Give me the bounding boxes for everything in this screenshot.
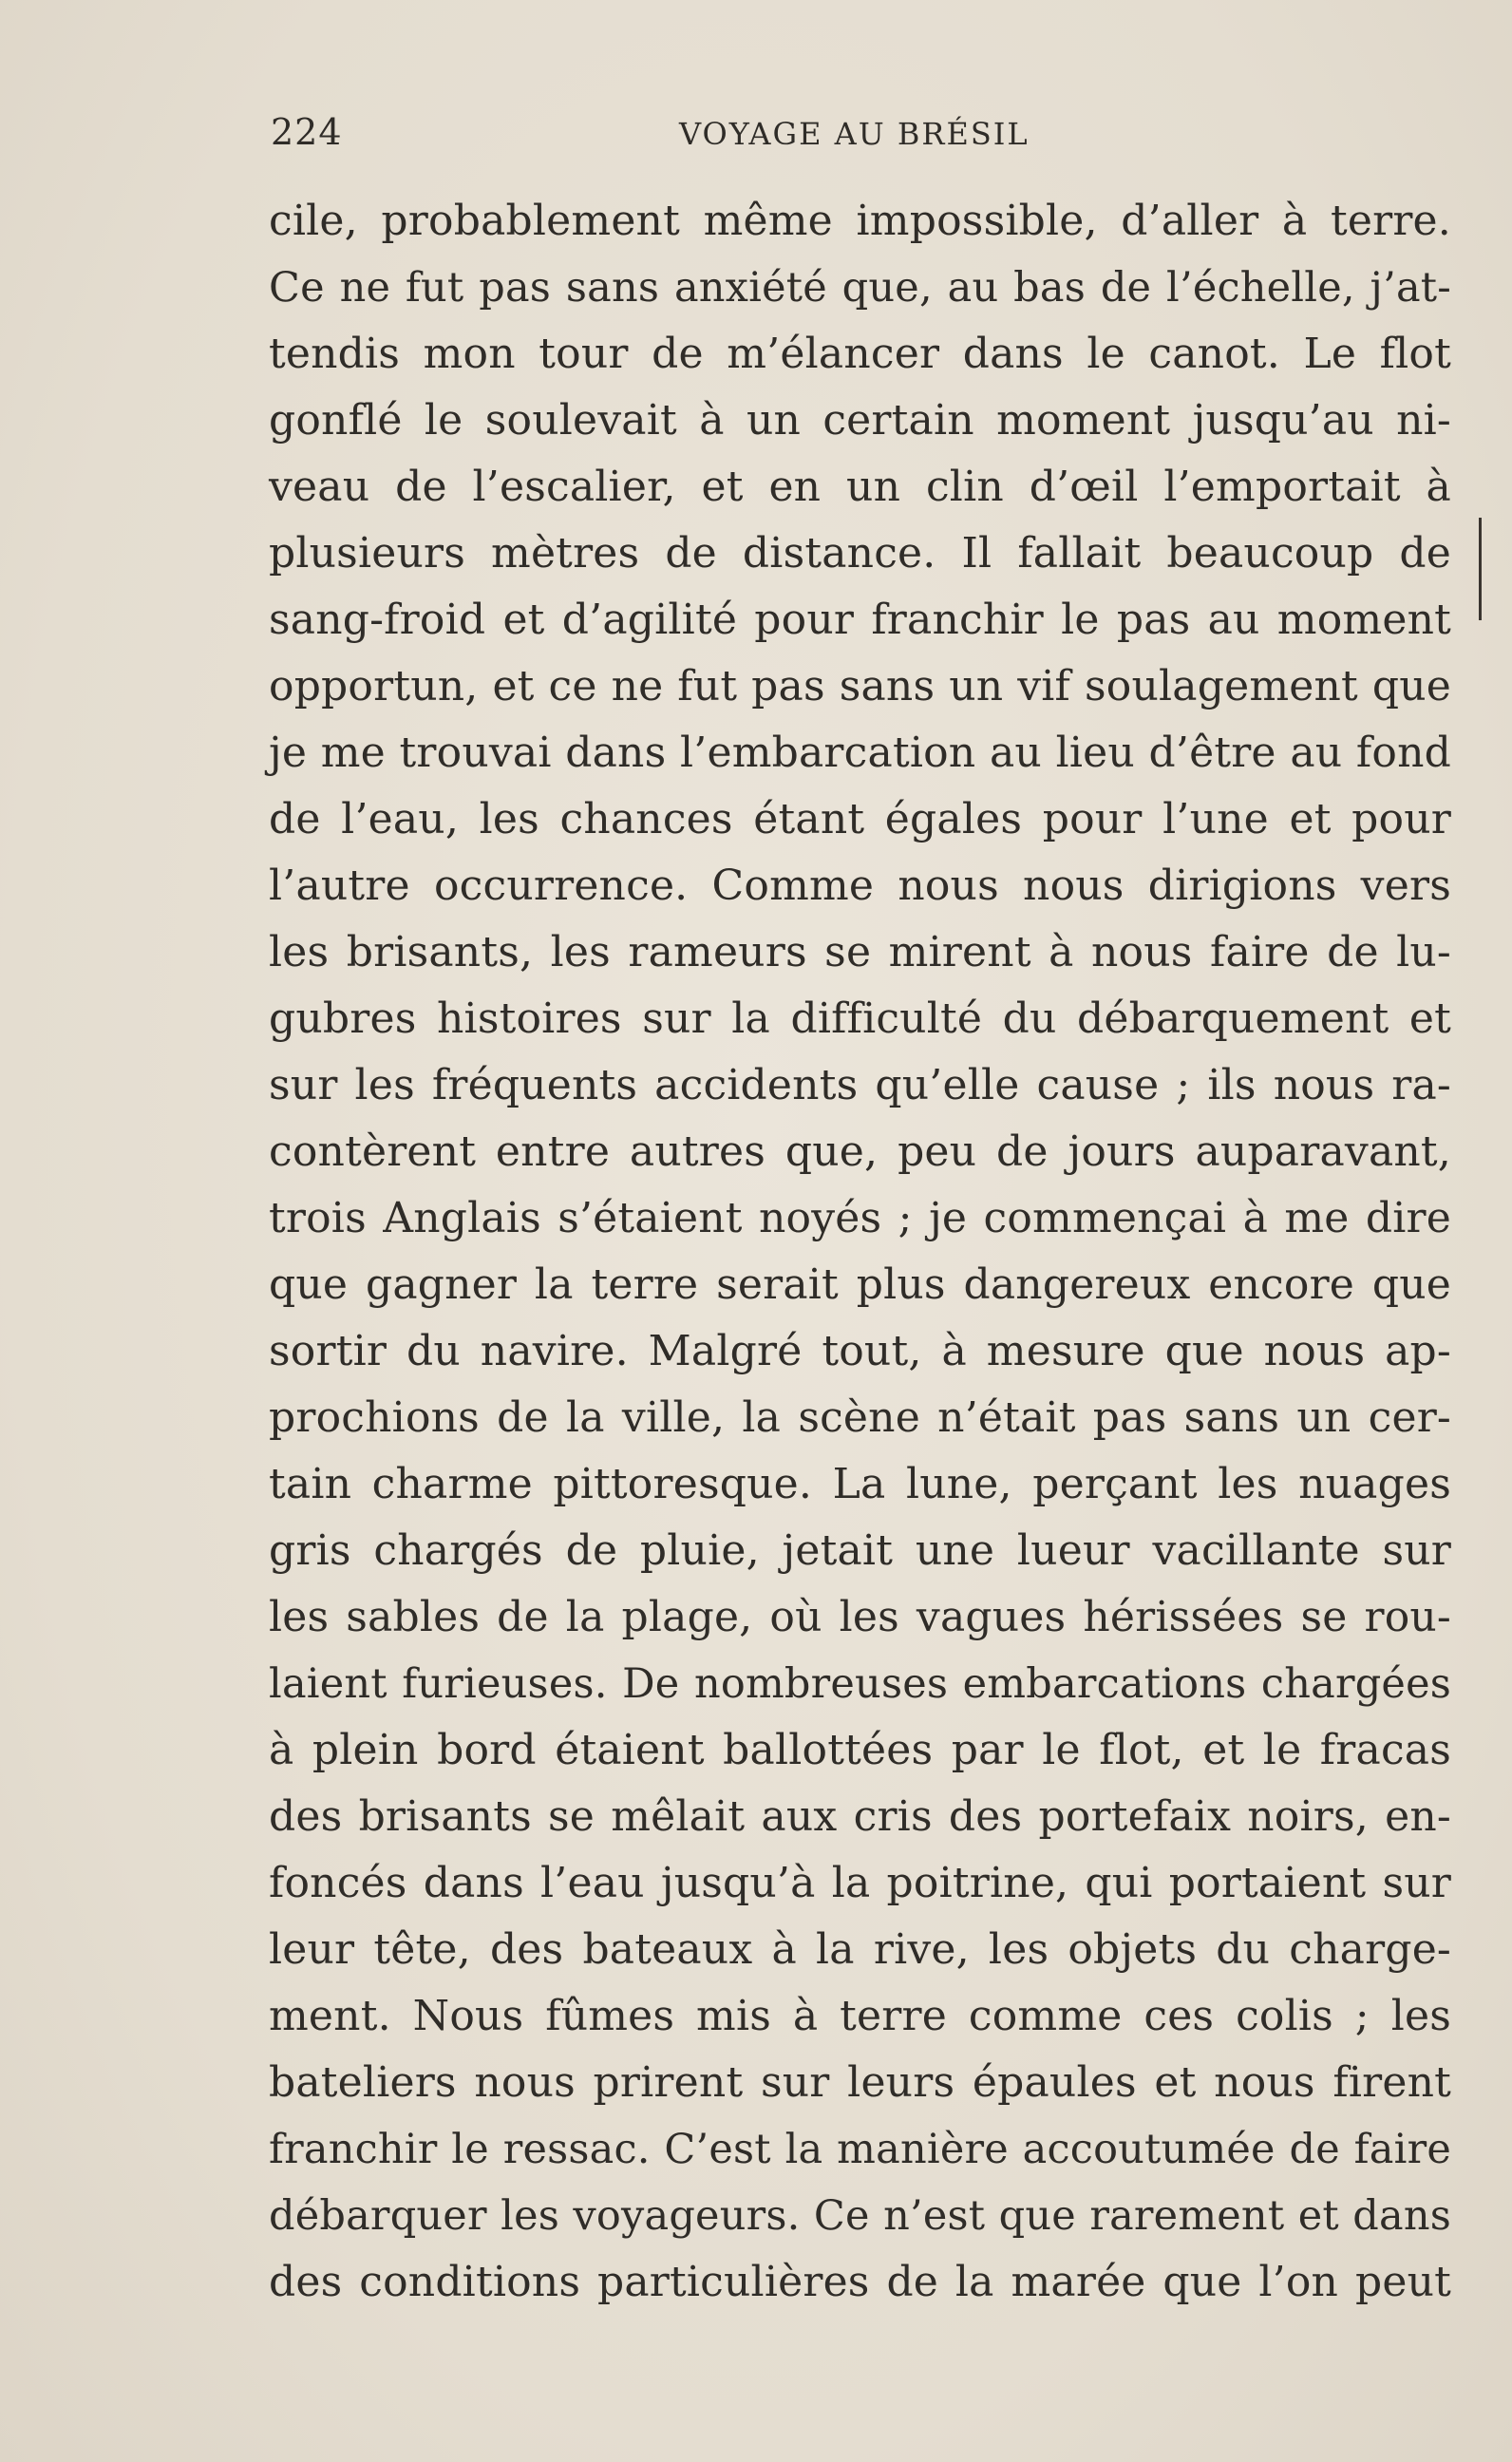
text-line: des brisants se mêlait aux cris des portefaix noirs, en- [269,1792,1451,1841]
text-line: laient furieuses. De nombreuses embarcations chargées [269,1660,1451,1708]
text-line: contèrent entre autres que, peu de jours auparavant, [269,1127,1451,1176]
text-line: à plein bord étaient ballottées par le flot, et le fracas [269,1726,1451,1774]
text-line: sur les fréquents accidents qu’elle cause ; ils nous ra- [269,1061,1451,1109]
text-line: gubres histoires sur la difficulté du débarquement et [269,994,1451,1043]
text-line: cile, probablement même impossible, d’aller à terre. [269,197,1451,245]
margin-rule [1479,518,1482,620]
text-line: les brisants, les rameurs se mirent à nous faire de lu- [269,928,1451,976]
text-line: sang-froid et d’agilité pour franchir le pas au moment [269,596,1451,644]
text-line: des conditions particulières de la marée que l’on peut [269,2258,1451,2306]
body-text [269,188,1451,2316]
text-line: gris chargés de pluie, jetait une lueur vacillante sur [269,1526,1451,1575]
text-line: opportun, et ce ne fut pas sans un vif soulagement que [269,662,1451,710]
running-title: VOYAGE AU BRÉSIL [679,116,1030,152]
text-line: plusieurs mètres de distance. Il fallait beaucoup de [269,529,1451,578]
text-line: prochions de la ville, la scène n’était pas sans un cer- [269,1393,1451,1442]
text-line: je me trouvai dans l’embarcation au lieu d’être au fond [269,729,1451,777]
text-line: Ce ne fut pas sans anxiété que, au bas de l’échelle, j’at- [269,264,1451,312]
text-line: franchir le ressac. C’est la manière accoutumée de faire [269,2126,1451,2173]
text-line: tain charme pittoresque. La lune, perçant les nuages [269,1460,1451,1508]
text-line: trois Anglais s’étaient noyés ; je commençai à me dire [269,1194,1451,1242]
text-line: veau de l’escalier, et en un clin d’œil l’emportait à [269,463,1451,511]
text-line: de l’eau, les chances étant égales pour l’une et pour [269,795,1451,843]
text-line: que gagner la terre serait plus dangereux encore que [269,1260,1451,1309]
text-line: débarquer les voyageurs. Ce n’est que rarement et dans [269,2192,1451,2240]
text-line: leur tête, des bateaux à la rive, les objets du charge- [269,1925,1451,1974]
text-line: ment. Nous fûmes mis à terre comme ces colis ; les [269,1992,1451,2040]
text-line: foncés dans l’eau jusqu’à la poitrine, qui portaient sur [269,1859,1451,1907]
text-line: l’autre occurrence. Comme nous nous dirigions vers [269,862,1451,910]
page-header [271,106,1458,163]
text-line: gonflé le soulevait à un certain moment jusqu’au ni- [269,396,1451,445]
text-line: tendis mon tour de m’élancer dans le canot. Le flot [269,330,1451,378]
text-line: les sables de la plage, où les vagues hérissées se rou- [269,1593,1451,1641]
text-line: bateliers nous prirent sur leurs épaules et nous firent [269,2058,1451,2107]
page-number: 224 [271,111,343,153]
text-line: sortir du navire. Malgré tout, à mesure que nous ap- [269,1327,1451,1375]
